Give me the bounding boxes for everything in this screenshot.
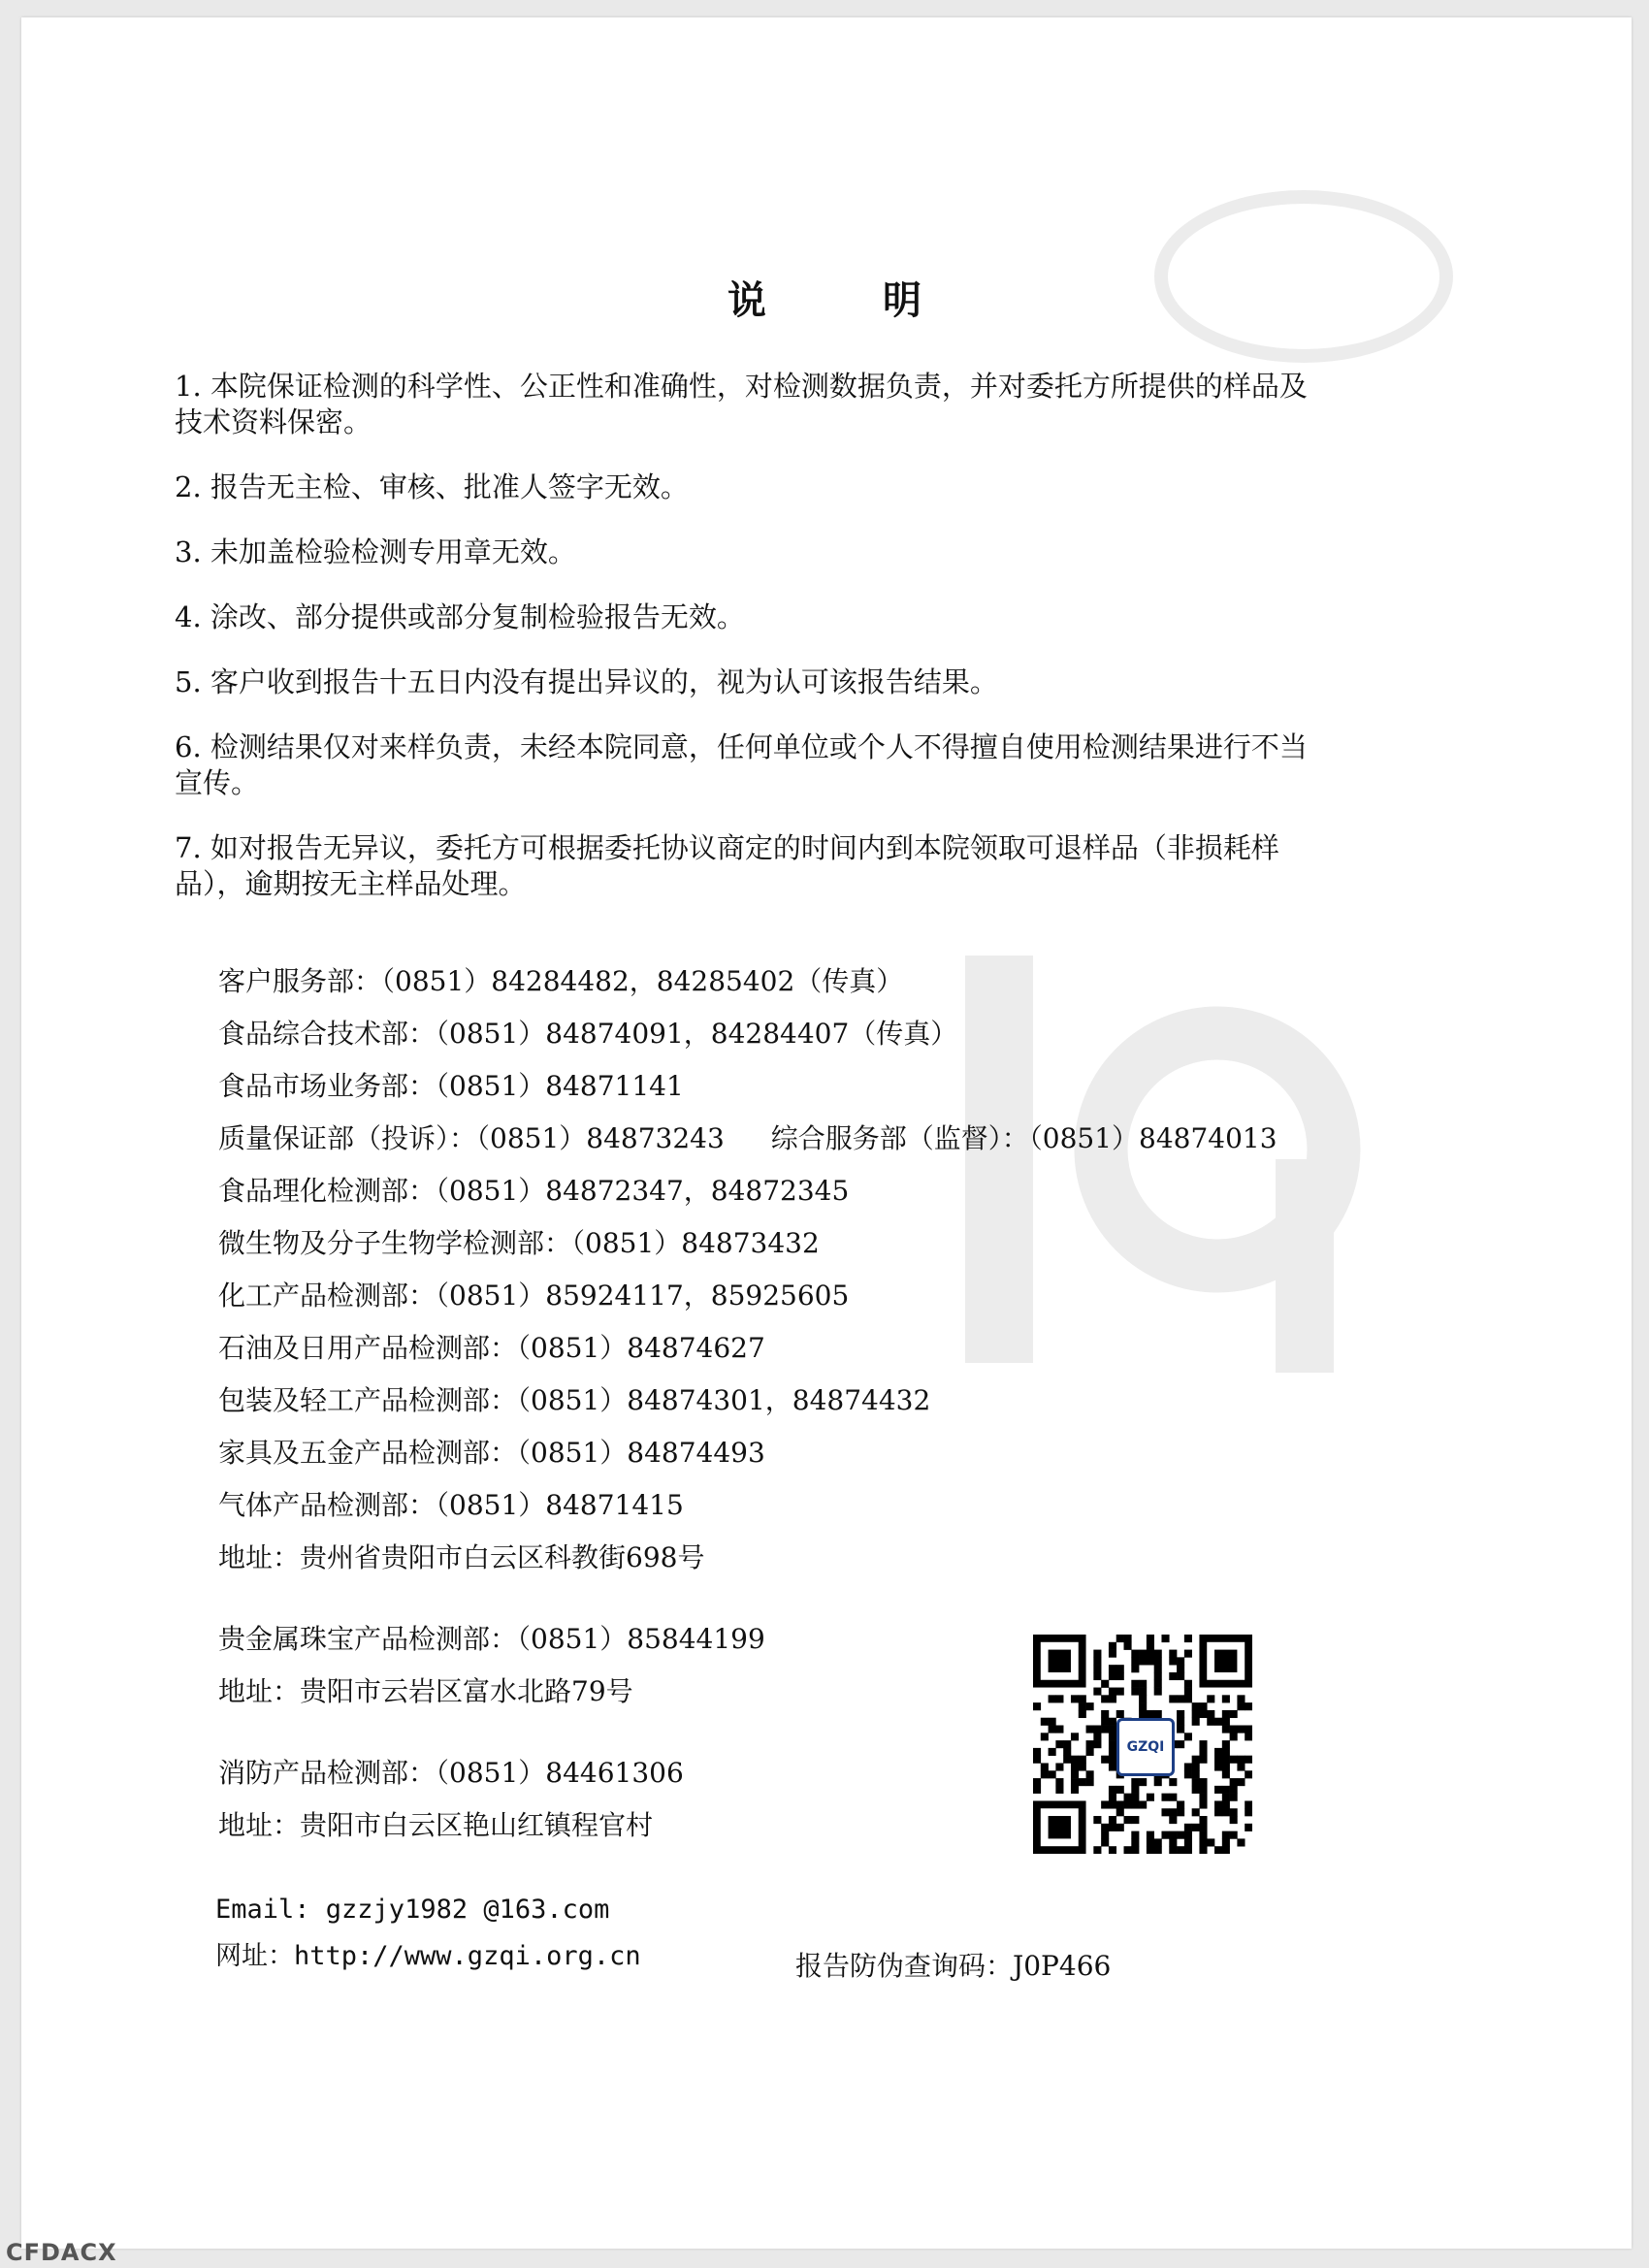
anti-fake-code: 报告防伪查询码：J0P466: [795, 1950, 1112, 1982]
contact-customer-service: 客户服务部：（0851）84284482，84285402（传真）: [218, 965, 904, 997]
notes-list: [175, 369, 1319, 931]
qr-code: [1033, 1635, 1252, 1854]
address-main: 地址：贵州省贵阳市白云区科教街698号: [218, 1541, 705, 1573]
contact-microbiology: 微生物及分子生物学检测部：（0851）84873432: [218, 1227, 820, 1259]
contact-food-tech: 食品综合技术部：（0851）84874091，84284407（传真）: [218, 1018, 958, 1050]
watermark-logo: CFDACX: [6, 2239, 117, 2266]
contact-food-physchem: 食品理化检测部：（0851）84872347，84872345: [218, 1175, 850, 1207]
address-jewelry: 地址：贵阳市云岩区富水北路79号: [218, 1675, 633, 1707]
email-text: Email: gzzjy1982 @163.com: [215, 1895, 610, 1925]
qr-logo-badge: GZQI: [1116, 1718, 1175, 1776]
note-item: 7. 如对报告无异议，委托方可根据委托协议商定的时间内到本院领取可退样品（非损耗样品），逾期按无主样品处理。: [175, 831, 1279, 900]
contact-general-service: 综合服务部（监督）：（0851）84874013: [770, 1122, 1277, 1154]
note-item: 1. 本院保证检测的科学性、公正性和准确性，对检测数据负责，并对委托方所提供的样品及技术资料保密。: [175, 370, 1308, 438]
contact-food-market: 食品市场业务部：（0851）84871141: [218, 1070, 684, 1102]
contact-jewelry: 贵金属珠宝产品检测部：（0851）85844199: [218, 1623, 765, 1655]
contact-furniture: 家具及五金产品检测部：（0851）84874493: [218, 1437, 765, 1469]
website-link[interactable]: 网址：http://www.gzqi.org.cn: [215, 1941, 641, 1971]
contact-chemical: 化工产品检测部：（0851）85924117，85925605: [218, 1280, 850, 1312]
note-item: 6. 检测结果仅对来样负责，未经本院同意，任何单位或个人不得擅自使用检测结果进行不当宣传。: [175, 730, 1308, 799]
note-item: 3. 未加盖检验检测专用章无效。: [175, 535, 576, 568]
page-title: 说 明: [728, 278, 960, 323]
contact-gas: 气体产品检测部：（0851）84871415: [218, 1489, 684, 1521]
note-item: 5. 客户收到报告十五日内没有提出异议的，视为认可该报告结果。: [175, 665, 998, 698]
note-item: 4. 涂改、部分提供或部分复制检验报告无效。: [175, 600, 745, 633]
address-fire: 地址：贵阳市白云区艳山红镇程官村: [218, 1809, 654, 1841]
contact-row-quality: [218, 1113, 1479, 1165]
contact-packaging: 包装及轻工产品检测部：（0851）84874301，84874432: [218, 1384, 931, 1416]
note-item: 2. 报告无主检、审核、批准人签字无效。: [175, 470, 689, 503]
contact-quality-assurance: 质量保证部（投诉）：（0851）84873243: [218, 1122, 725, 1154]
contact-fire: 消防产品检测部：（0851）84461306: [218, 1757, 684, 1789]
contact-list: [218, 956, 1479, 1852]
contact-petroleum: 石油及日用产品检测部：（0851）84874627: [218, 1332, 765, 1364]
